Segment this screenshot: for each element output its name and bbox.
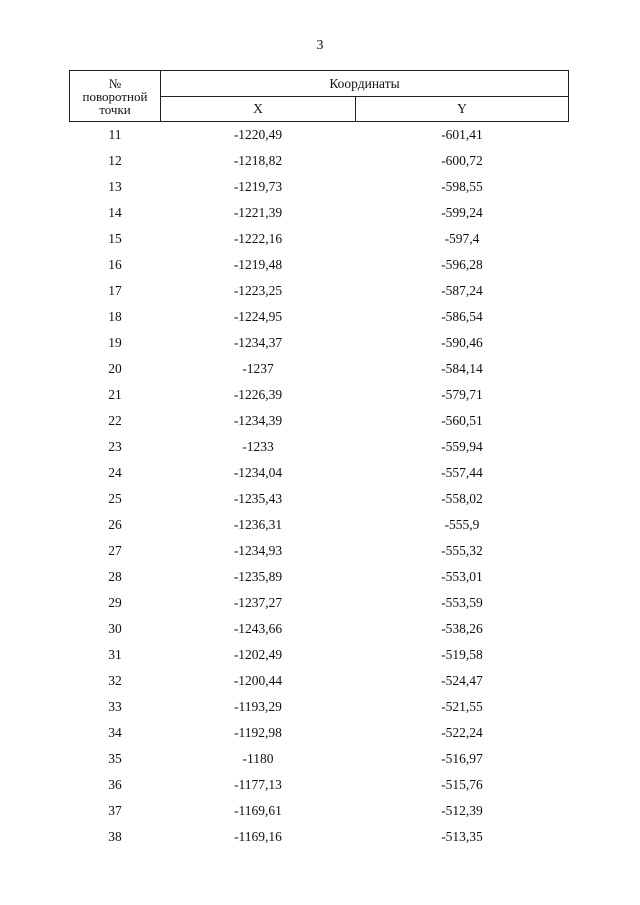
table-row (70, 694, 569, 720)
x-coordinate-cell: -1236,31 (233, 517, 283, 532)
y-column-header: Y (356, 97, 569, 122)
table-row (70, 382, 569, 408)
point-number-cell: 19 (108, 335, 122, 350)
point-number-cell: 18 (108, 309, 122, 324)
point-header-line: № (108, 75, 122, 91)
table-row (70, 486, 569, 512)
table-row (70, 746, 569, 772)
x-coordinate-cell: -1200,44 (233, 673, 283, 688)
table-row (70, 434, 569, 460)
y-coordinate-cell: -555,9 (444, 517, 480, 532)
y-coordinate-cell: -513,35 (441, 829, 483, 844)
table-row (70, 148, 569, 174)
y-coordinate-cell: -596,28 (441, 257, 483, 272)
x-coordinate-cell: -1219,73 (233, 179, 283, 194)
y-coordinate-cell: -558,02 (441, 491, 483, 506)
table-body (70, 122, 569, 851)
x-coordinate-cell: -1235,89 (233, 569, 283, 584)
point-number-header (70, 71, 161, 122)
x-coordinate-cell: -1235,43 (233, 491, 283, 506)
y-coordinate-cell: -516,97 (441, 751, 483, 766)
y-coordinate-cell: -519,58 (441, 647, 483, 662)
table-row (70, 330, 569, 356)
y-coordinate-cell: -538,26 (441, 621, 483, 636)
x-coordinate-cell: -1234,39 (233, 413, 283, 428)
y-coordinate-cell: -512,39 (441, 803, 483, 818)
point-number-cell: 16 (108, 257, 122, 272)
x-coordinate-cell: -1237 (242, 361, 274, 376)
point-number-cell: 34 (108, 725, 122, 740)
x-coordinate-cell: -1220,49 (233, 127, 283, 142)
point-number-cell: 13 (108, 179, 122, 194)
table-row (70, 460, 569, 486)
y-coordinate-cell: -598,55 (441, 179, 483, 194)
y-coordinate-cell: -600,72 (441, 153, 483, 168)
y-coordinate-cell: -557,44 (441, 465, 483, 480)
table-row (70, 668, 569, 694)
y-coordinate-cell: -601,41 (441, 127, 483, 142)
y-coordinate-cell: -579,71 (441, 387, 483, 402)
point-number-cell: 36 (108, 777, 122, 792)
point-number-cell: 21 (108, 387, 122, 402)
y-coordinate-cell: -555,32 (441, 543, 483, 558)
x-coordinate-cell: -1180 (242, 751, 274, 766)
point-number-cell: 26 (108, 517, 122, 532)
table-row (70, 122, 569, 149)
point-header-line: поворотной (82, 88, 148, 104)
y-coordinate-cell: -560,51 (441, 413, 483, 428)
point-number-cell: 25 (108, 491, 122, 506)
table-row (70, 304, 569, 330)
y-coordinate-cell: -524,47 (441, 673, 483, 688)
table-row (70, 590, 569, 616)
x-coordinate-cell: -1177,13 (234, 777, 282, 792)
table-row (70, 538, 569, 564)
point-number-cell: 27 (108, 543, 122, 558)
x-coordinate-cell: -1219,48 (233, 257, 283, 272)
point-number-cell: 17 (108, 283, 122, 298)
x-coordinate-cell: -1224,95 (233, 309, 283, 324)
point-number-cell: 23 (108, 439, 122, 454)
x-coordinate-cell: -1169,16 (234, 829, 282, 844)
table-row (70, 200, 569, 226)
x-coordinate-cell: -1226,39 (233, 387, 283, 402)
point-number-cell: 28 (108, 569, 122, 584)
point-number-cell: 15 (108, 231, 122, 246)
table-row (70, 564, 569, 590)
x-coordinate-cell: -1222,16 (233, 231, 283, 246)
coordinates-table (69, 70, 569, 850)
coordinates-header: Координаты (161, 71, 569, 97)
x-coordinate-cell: -1218,82 (233, 153, 283, 168)
x-coordinate-cell: -1237,27 (233, 595, 283, 610)
table-row (70, 278, 569, 304)
y-coordinate-cell: -584,14 (441, 361, 483, 376)
x-coordinate-cell: -1234,37 (233, 335, 283, 350)
table-header (70, 71, 569, 122)
x-coordinate-cell: -1169,61 (234, 803, 282, 818)
point-number-cell: 30 (108, 621, 122, 636)
table-row (70, 798, 569, 824)
point-number-cell: 14 (108, 205, 122, 220)
point-header-line: точки (99, 101, 131, 117)
table-row (70, 174, 569, 200)
y-coordinate-cell: -587,24 (441, 283, 483, 298)
x-coordinate-cell: -1221,39 (233, 205, 283, 220)
x-coordinate-cell: -1234,93 (233, 543, 283, 558)
x-coordinate-cell: -1192,98 (234, 725, 282, 740)
y-coordinate-cell: -559,94 (441, 439, 483, 454)
table-row (70, 772, 569, 798)
y-coordinate-cell: -599,24 (441, 205, 483, 220)
y-coordinate-cell: -515,76 (441, 777, 483, 792)
x-coordinate-cell: -1223,25 (233, 283, 283, 298)
table-row (70, 512, 569, 538)
y-coordinate-cell: -522,24 (441, 725, 483, 740)
page-number: 3 (316, 38, 324, 53)
point-number-cell: 33 (108, 699, 122, 714)
point-number-cell: 29 (108, 595, 122, 610)
x-coordinate-cell: -1202,49 (233, 647, 283, 662)
table-row (70, 408, 569, 434)
x-coordinate-cell: -1243,66 (233, 621, 283, 636)
y-coordinate-cell: -597,4 (444, 231, 480, 246)
y-coordinate-cell: -586,54 (441, 309, 483, 324)
point-number-cell: 12 (108, 153, 122, 168)
x-coordinate-cell: -1193,29 (234, 699, 282, 714)
y-coordinate-cell: -553,59 (441, 595, 483, 610)
table-row (70, 226, 569, 252)
point-number-cell: 35 (108, 751, 122, 766)
y-coordinate-cell: -521,55 (441, 699, 483, 714)
point-number-cell: 37 (108, 803, 122, 818)
point-number-cell: 38 (108, 829, 122, 844)
point-number-cell: 24 (108, 465, 122, 480)
table-row (70, 616, 569, 642)
point-number-cell: 31 (108, 647, 122, 662)
table-row (70, 824, 569, 850)
y-coordinate-cell: -590,46 (441, 335, 483, 350)
table-row (70, 642, 569, 668)
x-coordinate-cell: -1234,04 (233, 465, 283, 480)
x-coordinate-cell: -1233 (242, 439, 274, 454)
point-number-cell: 11 (108, 127, 122, 142)
point-number-cell: 32 (108, 673, 122, 688)
table-row (70, 720, 569, 746)
x-column-header: X (161, 97, 356, 122)
table-row (70, 356, 569, 382)
table-row (70, 252, 569, 278)
point-number-cell: 20 (108, 361, 122, 376)
point-number-cell: 22 (108, 413, 122, 428)
y-coordinate-cell: -553,01 (441, 569, 483, 584)
